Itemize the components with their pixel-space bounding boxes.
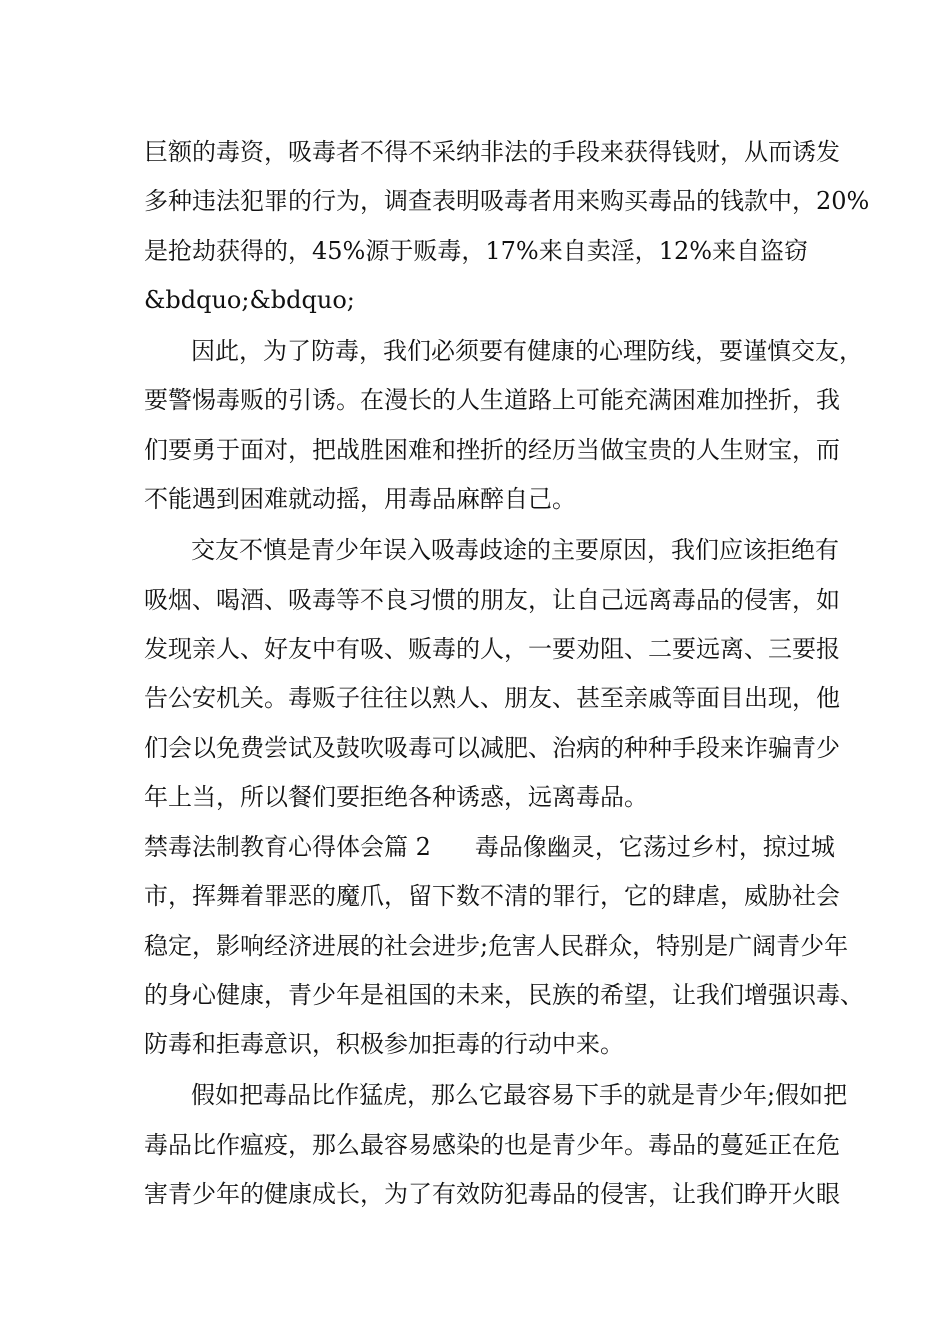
text-line: 的身心健康，青少年是祖国的未来，民族的希望，让我们增强识毒、 bbox=[144, 981, 864, 1009]
spaced-segment: 的， bbox=[264, 237, 312, 265]
text-line: 毒品比作瘟疫，那么最容易感染的也是青少年。毒品的蔓延正在危 bbox=[144, 1131, 840, 1159]
spaced-segment: 贩 bbox=[413, 237, 438, 265]
spaced-segment: 是 bbox=[144, 237, 168, 265]
spaced-segment: 获 bbox=[216, 237, 240, 265]
spaced-segment: 毒， bbox=[437, 237, 486, 265]
spaced-segment: 自 bbox=[736, 237, 761, 265]
spaced-segment: 盗 bbox=[760, 237, 785, 265]
text-line: 们要勇于面对，把战胜困难和挫折的经历当做宝贵的人生财宝，而 bbox=[144, 436, 840, 464]
paragraph-first-line: 假如把毒品比作猛虎，那么它最容易下手的就是青少年;假如把 bbox=[191, 1081, 848, 1109]
text-line: 多种违法犯罪的行为，调查表明吸毒者用来购买毒品的钱款中，20% bbox=[144, 187, 870, 215]
text-line: 们会以免费尝试及鼓吹吸毒可以减肥、治病的种种手段来诈骗青少 bbox=[144, 734, 840, 762]
section-first-text: 毒品像幽灵，它荡过乡村，掠过城 bbox=[474, 833, 835, 861]
spaced-segment: 淫， bbox=[610, 237, 659, 265]
spaced-segment: 45% bbox=[312, 237, 366, 265]
section-heading-line bbox=[144, 822, 835, 872]
spaced-segment: 来 bbox=[712, 237, 737, 265]
text-line: 不能遇到困难就动摇，用毒品麻醉自己。 bbox=[144, 485, 576, 513]
text-line: 稳定，影响经济进展的社会进步;危害人民群众，特别是广阔青少年 bbox=[144, 932, 849, 960]
text-line: 巨额的毒资，吸毒者不得不采纳非法的手段来获得钱财，从而诱发 bbox=[144, 138, 840, 166]
text-line: 告公安机关。毒贩子往往以熟人、朋友、甚至亲戚等面目出现，他 bbox=[144, 684, 840, 712]
text-line: 害青少年的健康成长，为了有效防犯毒品的侵害，让我们睁开火眼 bbox=[144, 1180, 840, 1208]
paragraph-first-line: 因此，为了防毒，我们必须要有健康的心理防线，要谨慎交友， bbox=[191, 337, 863, 365]
text-line: &bdquo;&bdquo; bbox=[144, 286, 355, 314]
text-line: 吸烟、喝酒、吸毒等不良习惯的朋友，让自己远离毒品的侵害，如 bbox=[144, 586, 840, 614]
text-line: 市，挥舞着罪恶的魔爪，留下数不清的罪行，它的肆虐，威胁社会 bbox=[144, 882, 840, 910]
text-line: 防毒和拒毒意识，积极参加拒毒的行动中来。 bbox=[144, 1030, 624, 1058]
spaced-segment: 劫 bbox=[192, 237, 216, 265]
spaced-segment: 12% bbox=[658, 237, 713, 265]
spaced-segment: 卖 bbox=[586, 237, 611, 265]
text-line: 发现亲人、好友中有吸、贩毒的人，一要劝阻、二要远离、三要报 bbox=[144, 635, 840, 663]
spaced-segment: 源 bbox=[365, 237, 390, 265]
text-line: 年上当，所以餐们要拒绝各种诱惑，远离毒品。 bbox=[144, 783, 648, 811]
spaced-segment: 得 bbox=[240, 237, 264, 265]
spaced-segment: 抢 bbox=[168, 237, 192, 265]
spaced-segment: 自 bbox=[562, 237, 587, 265]
spaced-segment: 窃 bbox=[784, 237, 809, 265]
spaced-segment: 来 bbox=[538, 237, 563, 265]
spaced-segment: 17% bbox=[485, 237, 539, 265]
paragraph-first-line: 交友不慎是青少年误入吸毒歧途的主要原因，我们应该拒绝有 bbox=[191, 536, 839, 564]
text-line: 要警惕毒贩的引诱。在漫长的人生道路上可能充满困难加挫折，我 bbox=[144, 386, 840, 414]
spaced-text-line bbox=[144, 226, 809, 276]
section-heading: 禁毒法制教育心得体会篇 2 bbox=[144, 833, 431, 861]
spaced-segment: 于 bbox=[389, 237, 414, 265]
